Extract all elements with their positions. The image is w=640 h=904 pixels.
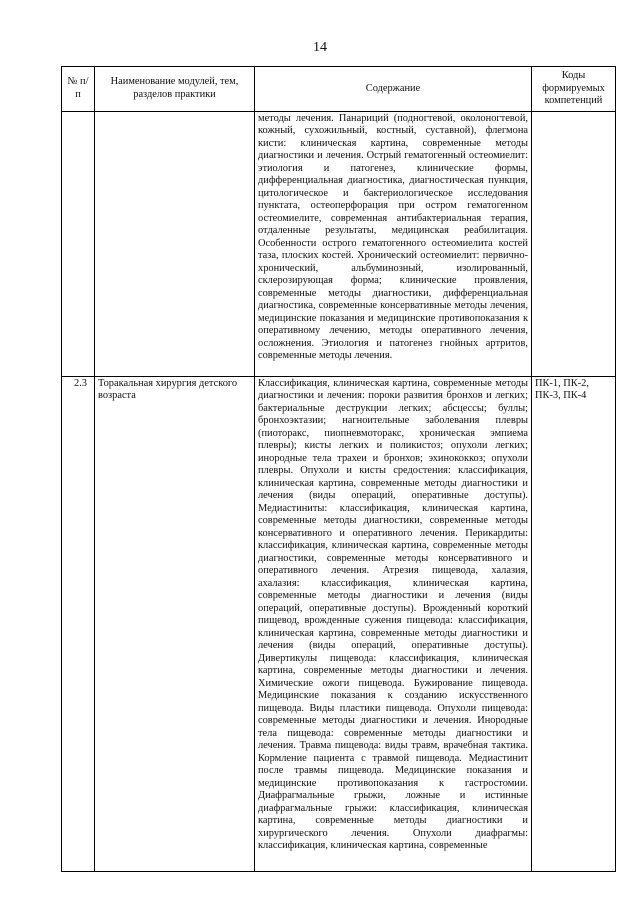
row-content: Классификация, клиническая картина, современные методы диагностики и лечения: пороки развития бронхов и легких; бактериальные деструкции легких; абсцессы; буллы; бронхоэктазии; нагноительные заболевания плевры (пиоторакс, пиопневмоторакс, хроническая эмпиема плевры); кисты легких и поликистоз; опухоли легких; инородные тела трахеи и бронхов; эхинококкоз; опухоли плевры. Опухоли и кисты средостения: классификация, клиническая картина, современные методы диагностики и лечения (виды операций, оперативные доступы). Медиастиниты: классификация, клиническая картина, современные методы диагностики, современные методы консервативного и оперативного лечения. Перикардиты: классификация, клиническая картина, современные методы диагностики, современные методы консервативного и оперативного лечения. Атрезия пищевода, халазия, ахалазия: классификация, клиническая картина, современные методы диагностики и лечения (виды операций, оперативные доступы). Врожденный короткий пищевод, врожденные сужения пищевода: классификация, клиническая картина, современные методы диагностики и лечения (виды операций, оперативные доступы). Дивертикулы пищевода: классификация, клиническая картина, современные методы диагностики и лечения. Химические ожоги пищевода. Бужирование пищевода. Медицинские показания к созданию искусственного пищевода. Виды пластики пищевода. Опухоли пищевода: современные методы диагностики и лечения. Инородные тела пищевода: современные методы диагностики и лечения. Травма пищевода: виды травм, врачебная тактика. Кормление пациента с травмой пищевода. Медиастинит после травмы пищевода. Медицинские показания и медицинские противопоказания к гастростомии. Диафрагмальные грыжи, ложные и истинные диафрагмальные грыжи: классификация, клиническая картина, современные методы диагностики и хирургического лечения. Опухоли диафрагмы: классификация, клиническая картина, современные xyxy=(255,376,532,871)
header-content: Содержание xyxy=(255,67,532,112)
program-table xyxy=(61,66,616,872)
page-number: 14 xyxy=(313,40,327,55)
row-num xyxy=(62,111,95,376)
table-row xyxy=(62,376,616,871)
header-name: Наименование модулей, тем, разделов практики xyxy=(95,67,255,112)
header-codes: Коды формируемых компетенций xyxy=(532,67,616,112)
row-name xyxy=(95,111,255,376)
row-content: методы лечения. Панариций (подногтевой, околоногтевой, кожный, сухожильный, костный, суставной), флегмона кисти: клиническая картина, современные методы диагностики и лечения. Острый гематогенный остеомиелит: этиология и патогенез, клинические формы, дифференциальная диагностика, диагностическая пункция, цитологическое и бактериологическое исследования пунктата, остеоперфорация при остром гематогенном остеомиелите, современная антибактериальная терапия, отдаленные результаты, медицинская реабилитация. Особенности острого гематогенного остеомиелита костей таза, плоских костей. Хронический остеомиелит: первично-хронический, альбуминозный, изолированный, склерозирующая форма; клинические проявления, современные методы диагностики, дифференциальная диагностика, современные консервативные методы лечения, медицинские показания и медицинские противопоказания к оперативному лечению, методы оперативного лечения, осложнения. Этиология и патогенез гнойных артритов, современные методы лечения. xyxy=(255,111,532,376)
table-header-row xyxy=(62,67,616,112)
row-codes: ПК-1, ПК-2, ПК-3, ПК-4 xyxy=(532,376,616,871)
row-codes xyxy=(532,111,616,376)
table-row xyxy=(62,111,616,376)
header-num: № п/п xyxy=(62,67,95,112)
row-name: Торакальная хирургия детского возраста xyxy=(95,376,255,871)
row-num: 2.3 xyxy=(62,376,95,871)
